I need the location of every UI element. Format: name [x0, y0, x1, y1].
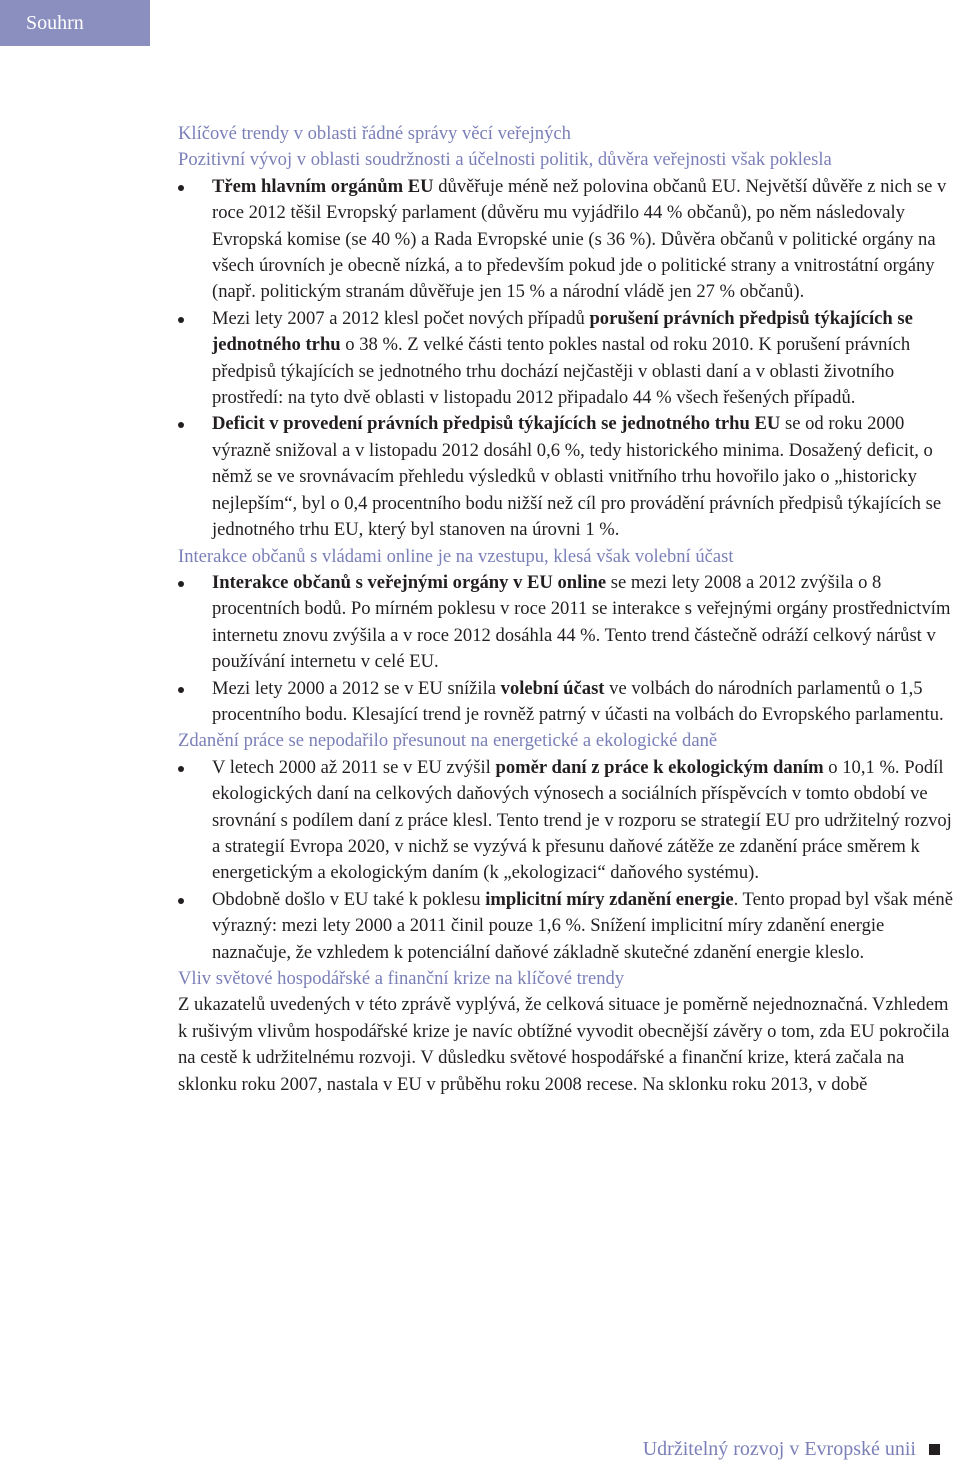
bullet-list-policy: [178, 174, 960, 544]
document-body: [178, 121, 960, 1098]
list-item: [178, 306, 960, 412]
bold-term: volební účast: [500, 677, 605, 699]
item-text: o 10,1 %. Podíl ekologických daní na celkových daňových výnosech a sociálních příspěvcích v tomto období ve srovnání s podílem daní z práce klesl. Tento trend je v rozporu se strategií EU pro udržitelný rozvoj a strategií Evropa 2020, v nichž se vyzývá k přesunu daňové zátěže ze zdanění práce směrem k energetickým a ekologickým daním (k „ekologizaci“ daňového systému).: [212, 756, 952, 884]
bold-term: porušení právních předpisů týkajících se jednotného trhu: [212, 307, 913, 356]
bold-term: poměr daní z práce k ekologickým daním: [495, 756, 824, 778]
bullet-icon: [178, 185, 184, 191]
page-section-title: Souhrn: [26, 12, 84, 34]
bold-term: Interakce občanů s veřejnými orgány v EU online: [212, 571, 607, 593]
section-heading-taxation: Zdanění práce se nepodařilo přesunout na energetické a ekologické daně: [178, 730, 718, 752]
square-icon: [929, 1444, 940, 1455]
item-text: Mezi lety 2007 a 2012 klesl počet nových případů: [212, 307, 590, 329]
list-item: [178, 174, 960, 306]
item-text: důvěřuje méně než polovina občanů EU. Největší důvěře z nich se v roce 2012 těšil Evropský parlament (důvěru mu vyjádřilo 44 % občanů), po něm následovaly Evropská komise (se 40 %) a Rada Evropské unie (s 36 %). Důvěra občanů v politické orgány na všech úrovních je obecně nízká, a to především pokud jde o politické strany a vnitrostátní orgány (např. politickým stranám důvěřuje jen 15 % a národní vládě jen 27 % občanů).: [212, 175, 947, 303]
header-tab: [0, 0, 150, 46]
bullet-list-online: [178, 570, 960, 728]
bullet-icon: [178, 422, 184, 428]
list-item: [178, 676, 960, 729]
bullet-icon: [178, 317, 184, 323]
list-item: [178, 887, 960, 966]
list-item: [178, 570, 960, 676]
list-item: [178, 755, 960, 887]
item-text: Mezi lety 2000 a 2012 se v EU snížila: [212, 677, 501, 699]
bullet-list-taxation: [178, 755, 960, 966]
body-paragraph: Z ukazatelů uvedených v této zprávě vyplývá, že celková situace je poměrně nejednoznačná. Vzhledem k rušivým vlivům hospodářské krize je navíc obtížné vyvodit obecnější závěry o tom, zda EU pokročila na cestě k udržitelnému rozvoji. V důsledku světové hospodářské a finanční krize, která začala na sklonku roku 2007, nastala v EU v průběhu roku 2008 recese. Na sklonku roku 2013, v době: [178, 994, 950, 1095]
bullet-icon: [178, 687, 184, 693]
item-text: Obdobně došlo v EU také k poklesu: [212, 888, 486, 910]
bullet-icon: [178, 581, 184, 587]
item-text: V letech 2000 až 2011 se v EU zvýšil: [212, 756, 496, 778]
bullet-icon: [178, 898, 184, 904]
bold-term: implicitní míry zdanění energie: [485, 888, 734, 910]
bold-term: Třem hlavním orgánům EU: [212, 175, 434, 197]
section-heading-key-trends: Klíčové trendy v oblasti řádné správy věcí veřejných: [178, 123, 571, 144]
footer-title: Udržitelný rozvoj v Evropské unii: [642, 1438, 916, 1460]
item-text: o 38 %. Z velké části tento pokles nastal od roku 2010. K porušení právních předpisů týkajících se jednotného trhu dochází nejčastěji v oblasti daní a v oblasti životního prostředí: na tyto dvě oblasti v listopadu 2012 připadalo 44 % všech řešených případů.: [212, 334, 911, 409]
list-item: [178, 411, 960, 543]
item-text: se mezi lety 2008 a 2012 zvýšila o 8 procentních bodů. Po mírném poklesu v roce 2011 se interakce s veřejnými orgány prostřednictvím internetu znovu zvýšila a v roce 2012 dosáhla 44 %. Tento trend částečně odráží celkový nárůst v používání internetu v celé EU.: [212, 571, 951, 673]
item-text: se od roku 2000 výrazně snižoval a v listopadu 2012 dosáhl 0,6 %, tedy historického minima. Dosažený deficit, o němž se ve srovnávacím přehledu výsledků v oblasti vnitřního trhu hovořilo jako o „historicky nejlepším“, byl o 0,4 procentního bodu nižší než cíl pro provádění právních předpisů týkajících se jednotného trhu EU, který byl stanoven na úrovni 1 %.: [212, 413, 942, 541]
bold-term: Deficit v provedení právních předpisů týkajících se jednotného trhu EU: [212, 413, 781, 435]
item-text: ve volbách do národních parlamentů o 1,5 procentního bodu. Klesající trend je rovněž patrný v účasti na volbách do Evropského parlamentu.: [212, 677, 944, 725]
section-heading-online-interaction: Interakce občanů s vládami online je na vzestupu, klesá však volební účast: [178, 545, 734, 567]
item-text: . Tento propad byl však méně výrazný: mezi lety 2000 a 2011 činil pouze 1,6 %. Snížení implicitní míry zdanění energie naznačuje, že vzhledem k potenciální daňové základně skutečné zdanění energie kleslo.: [212, 888, 953, 963]
bullet-icon: [178, 766, 184, 772]
section-heading-crisis-impact: Vliv světové hospodářské a finanční krize na klíčové trendy: [178, 968, 625, 989]
section-heading-policy-coherence: Pozitivní vývoj v oblasti soudržnosti a účelnosti politik, důvěra veřejnosti však poklesla: [178, 149, 832, 171]
